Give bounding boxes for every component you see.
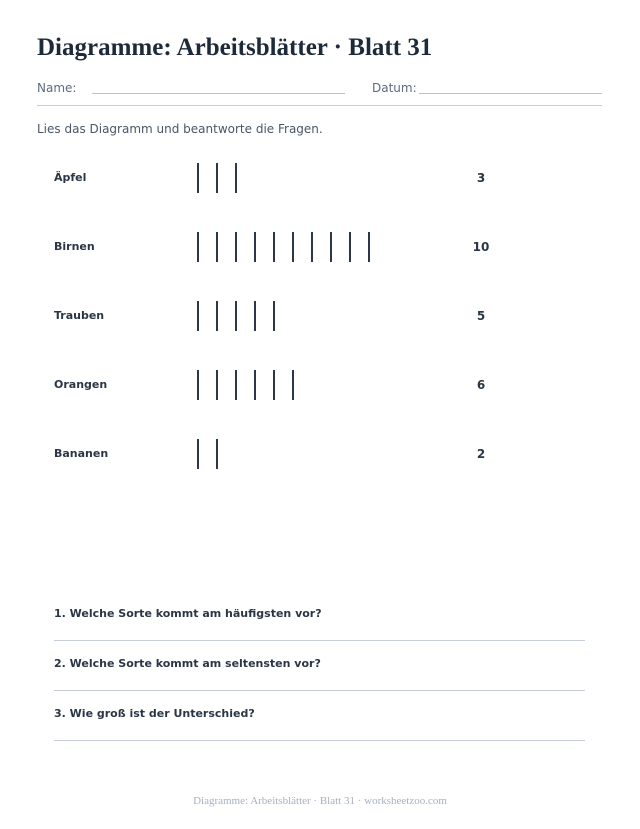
tally-mark (216, 301, 218, 331)
row-count: 2 (476, 447, 486, 461)
tally-mark (292, 370, 294, 400)
tally-mark (197, 439, 199, 469)
row-count: 5 (476, 309, 486, 323)
answer-line-2[interactable] (54, 690, 585, 691)
row-count: 3 (476, 171, 486, 185)
tally-mark (311, 232, 313, 262)
chart-row (0, 300, 640, 332)
chart-row (0, 162, 640, 194)
row-label: Orangen (54, 378, 108, 391)
footer-text: Diagramme: Arbeitsblätter · Blatt 31 · worksheetzoo.com (193, 795, 447, 807)
tally-mark (216, 163, 218, 193)
tally-mark (273, 370, 275, 400)
tally-mark (273, 301, 275, 331)
question-3: 3. Wie groß ist der Unterschied? (54, 707, 255, 720)
row-label: Trauben (54, 309, 105, 322)
tally-mark (216, 439, 218, 469)
tally-mark (330, 232, 332, 262)
name-label: Name: (37, 81, 77, 95)
date-line (419, 93, 602, 94)
tally-mark (197, 163, 199, 193)
tally-mark (349, 232, 351, 262)
tally-mark (254, 232, 256, 262)
chart-row (0, 231, 640, 263)
row-count: 6 (476, 378, 486, 392)
row-label: Birnen (54, 240, 95, 253)
answer-line-1[interactable] (54, 640, 585, 641)
row-label: Äpfel (54, 171, 87, 184)
tally-mark (235, 232, 237, 262)
tally-mark (254, 370, 256, 400)
tally-mark (235, 163, 237, 193)
chart-row (0, 369, 640, 401)
tally-mark (197, 301, 199, 331)
tally-mark (216, 370, 218, 400)
tally-mark (235, 370, 237, 400)
answer-line-3[interactable] (54, 740, 585, 741)
page-title: Diagramme: Arbeitsblätter · Blatt 31 (37, 34, 433, 61)
tally-mark (197, 232, 199, 262)
header-divider (37, 105, 602, 106)
question-2: 2. Welche Sorte kommt am seltensten vor? (54, 657, 321, 670)
tally-mark (292, 232, 294, 262)
tally-mark (368, 232, 370, 262)
row-label: Bananen (54, 447, 109, 460)
tally-mark (273, 232, 275, 262)
tally-mark (216, 232, 218, 262)
tally-mark (235, 301, 237, 331)
question-1: 1. Welche Sorte kommt am häufigsten vor? (54, 607, 322, 620)
name-line (92, 93, 345, 94)
instruction-text: Lies das Diagramm und beantworte die Fragen. (37, 122, 323, 136)
tally-mark (254, 301, 256, 331)
tally-mark (197, 370, 199, 400)
date-label: Datum: (372, 81, 417, 95)
chart-row (0, 438, 640, 470)
row-count: 10 (472, 240, 490, 254)
